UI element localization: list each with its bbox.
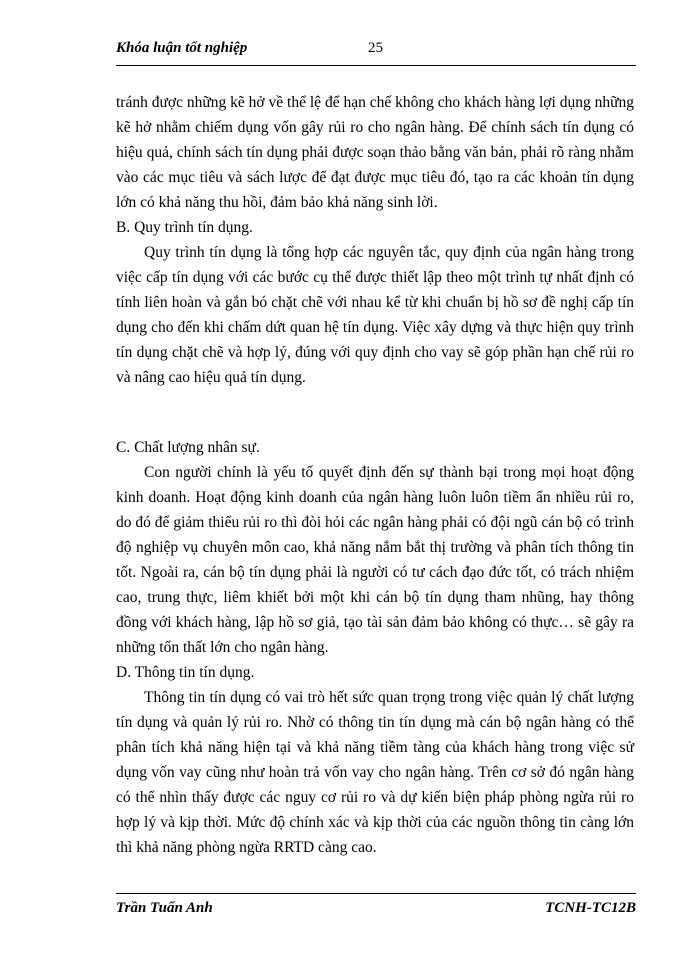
page-body xyxy=(116,90,634,860)
header-title: Khóa luận tốt nghiệp xyxy=(116,40,248,56)
paragraph-credit-process: Quy trình tín dụng là tổng hợp các nguyên tắc, quy định của ngân hàng trong việc cấp tín dụng với các bước cụ thể được thiết lập theo một trình tự nhất định có tính liên hoàn và gắn bó chặt chẽ với nhau kể từ khi chuẩn bị hồ sơ đề nghị cấp tín dụng cho đến khi chấm dứt quan hệ tín dụng. Việc xây dựng và thực hiện quy trình tín dụng chặt chẽ và hợp lý, đúng với quy định cho vay sẽ góp phần hạn chế rủi ro và nâng cao hiệu quả tín dụng. xyxy=(116,244,634,386)
section-heading-b: B. Quy trình tín dụng. xyxy=(116,219,253,236)
paragraph-continuation: tránh được những kẽ hở về thể lệ để hạn chế không cho khách hàng lợi dụng những kẽ hở nhằm chiếm dụng vốn gây rủi ro cho ngân hàng. Để chính sách tín dụng có hiệu quả, chính sách tín dụng phải được soạn thảo bằng văn bản, phải rõ ràng nhằm vào các mục tiêu và sách lược để đạt được mục tiêu đó, tạo ra các khoản tín dụng lớn có khả năng thu hồi, đảm bảo khả năng sinh lời. xyxy=(116,94,634,211)
section-heading-d: D. Thông tin tín dụng. xyxy=(116,664,255,681)
header-divider xyxy=(116,65,636,66)
footer-divider xyxy=(116,893,636,894)
footer-class-code: TCNH-TC12B xyxy=(545,900,636,916)
paragraph-personnel-quality: Con người chính là yếu tố quyết định đến sự thành bại trong mọi hoạt động kinh doanh. Hoạt động kinh doanh của ngân hàng luôn luôn tiềm ẩn nhiều rủi ro, do đó để giảm thiểu rủi ro thì đòi hỏi các ngân hàng phải có đội ngũ cán bộ có trình độ nghiệp vụ chuyên môn cao, khả năng nắm bắt thị trường và phân tích thông tin tốt. Ngoài ra, cán bộ tín dụng phải là người có tư cách đạo đức tốt, có trách nhiệm cao, trung thực, liêm khiết bởi một khi cán bộ tín dụng tham nhũng, hay thông đồng với khách hàng, lập hồ sơ giả, tạo tài sản đảm bảo không có thực… sẽ gây ra những tổn thất lớn cho ngân hàng. xyxy=(116,464,634,656)
paragraph-credit-information: Thông tin tín dụng có vai trò hết sức quan trọng trong việc quản lý chất lượng tín dụng và quản lý rủi ro. Nhờ có thông tin tín dụng mà cán bộ ngân hàng có thể phân tích khả năng hiện tại và khả năng tiềm tàng của khách hàng trong việc sử dụng vốn vay cũng như hoàn trả vốn vay cho ngân hàng. Trên cơ sở đó ngân hàng có thể nhìn thấy được các nguy cơ rủi ro và dự kiến biện pháp phòng ngừa rủi ro hợp lý và kịp thời. Mức độ chính xác và kịp thời của các nguồn thông tin càng lớn thì khả năng phòng ngừa RRTD càng cao. xyxy=(116,689,634,856)
section-heading-c: C. Chất lượng nhân sự. xyxy=(116,439,260,456)
footer-author: Trần Tuấn Anh xyxy=(116,900,213,916)
page-header xyxy=(116,36,636,66)
page-number: 25 xyxy=(368,40,383,56)
